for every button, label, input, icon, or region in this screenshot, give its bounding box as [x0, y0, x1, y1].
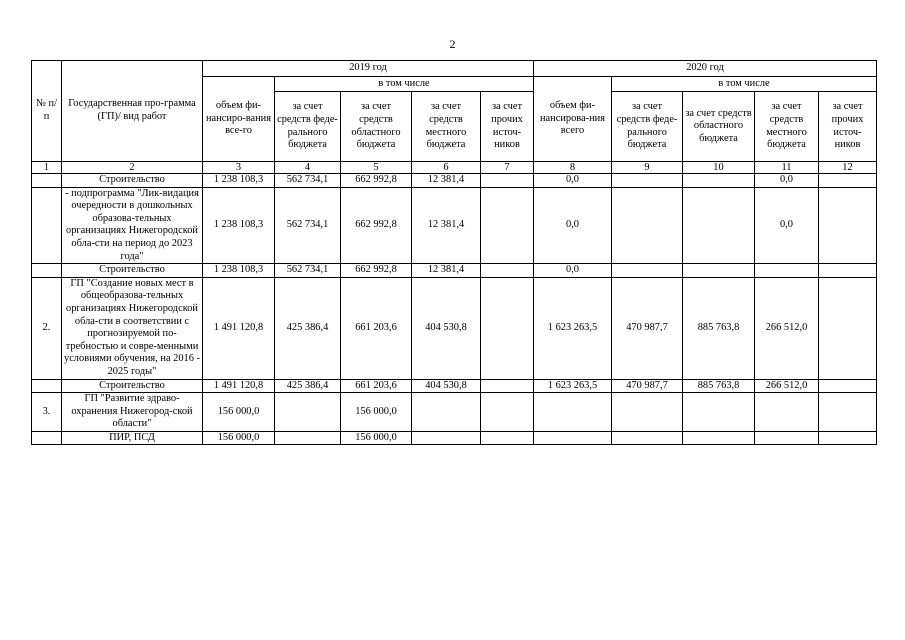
regional-2019-cell: 661 203,6 — [341, 379, 412, 393]
regional-2020-cell — [683, 174, 755, 188]
header-program: Государственная про-грамма (ГП)/ вид работ — [62, 61, 203, 162]
other-2019-cell — [481, 187, 534, 264]
federal-2020-cell — [612, 187, 683, 264]
federal-2020-cell: 470 987,7 — [612, 379, 683, 393]
other-2020-cell — [819, 379, 877, 393]
table-row — [32, 277, 877, 379]
budget-table — [31, 60, 877, 445]
local-2020-cell: 0,0 — [755, 174, 819, 188]
federal-2019-cell: 562 734,1 — [275, 187, 341, 264]
regional-2020-cell — [683, 393, 755, 432]
table-row — [32, 187, 877, 264]
local-2020-cell: 266 512,0 — [755, 379, 819, 393]
program-name-cell: Строительство — [62, 264, 203, 278]
header-including-2019: в том числе — [275, 77, 534, 92]
local-2020-cell — [755, 264, 819, 278]
header-no: № п/п — [32, 61, 62, 162]
program-name-cell: Строительство — [62, 174, 203, 188]
federal-2019-cell: 425 386,4 — [275, 277, 341, 379]
column-number: 2 — [62, 162, 203, 174]
other-2020-cell — [819, 431, 877, 445]
column-number: 3 — [203, 162, 275, 174]
local-2020-cell: 266 512,0 — [755, 277, 819, 379]
federal-2019-cell — [275, 431, 341, 445]
local-2020-cell — [755, 431, 819, 445]
program-name-cell: ПИР, ПСД — [62, 431, 203, 445]
local-2019-cell: 12 381,4 — [412, 187, 481, 264]
other-2020-cell — [819, 187, 877, 264]
header-local-2020: за счет средств местного бюджета — [755, 92, 819, 162]
row-number-cell — [32, 264, 62, 278]
total-2020-cell: 1 623 263,5 — [534, 277, 612, 379]
local-2019-cell — [412, 431, 481, 445]
total-2019-cell: 1 238 108,3 — [203, 187, 275, 264]
table-row — [32, 393, 877, 432]
local-2019-cell: 404 530,8 — [412, 277, 481, 379]
header-total-2019: объем фи-нансиро-вания все-го — [203, 77, 275, 162]
federal-2020-cell — [612, 174, 683, 188]
regional-2019-cell: 662 992,8 — [341, 174, 412, 188]
total-2019-cell: 1 238 108,3 — [203, 264, 275, 278]
program-name-cell: - подпрограмма "Лик-видация очередности в дошкольных образова-тельных организациях Нижегородской обла-сти на период до 2023 года" — [62, 187, 203, 264]
regional-2020-cell — [683, 431, 755, 445]
program-name-cell: Строительство — [62, 379, 203, 393]
federal-2020-cell — [612, 264, 683, 278]
other-2019-cell — [481, 379, 534, 393]
header-total-2020: объем фи-нансирова-ния всего — [534, 77, 612, 162]
row-number-cell — [32, 187, 62, 264]
local-2019-cell: 12 381,4 — [412, 264, 481, 278]
table-row — [32, 174, 877, 188]
federal-2020-cell: 470 987,7 — [612, 277, 683, 379]
page-number: 2 — [449, 37, 456, 51]
header-year-2020: 2020 год — [534, 61, 877, 77]
other-2019-cell — [481, 264, 534, 278]
local-2019-cell: 12 381,4 — [412, 174, 481, 188]
header-year-2019: 2019 год — [203, 61, 534, 77]
header-regional-2020: за счет средств областного бюджета — [683, 92, 755, 162]
other-2019-cell — [481, 431, 534, 445]
program-name-cell: ГП "Развитие здраво-охранения Нижегород-ской области" — [62, 393, 203, 432]
local-2019-cell — [412, 393, 481, 432]
header-regional-2019: за счет средств областного бюджета — [341, 92, 412, 162]
row-number-cell: 2. — [32, 277, 62, 379]
column-number: 11 — [755, 162, 819, 174]
column-number: 1 — [32, 162, 62, 174]
regional-2019-cell: 662 992,8 — [341, 264, 412, 278]
other-2020-cell — [819, 264, 877, 278]
row-number-cell — [32, 431, 62, 445]
row-number-cell — [32, 174, 62, 188]
total-2019-cell: 156 000,0 — [203, 431, 275, 445]
column-number: 8 — [534, 162, 612, 174]
total-2020-cell: 0,0 — [534, 264, 612, 278]
other-2020-cell — [819, 277, 877, 379]
total-2020-cell — [534, 431, 612, 445]
table-row — [32, 431, 877, 445]
column-number: 7 — [481, 162, 534, 174]
regional-2019-cell: 156 000,0 — [341, 431, 412, 445]
column-number: 4 — [275, 162, 341, 174]
column-number: 12 — [819, 162, 877, 174]
federal-2020-cell — [612, 393, 683, 432]
other-2019-cell — [481, 174, 534, 188]
total-2019-cell: 1 491 120,8 — [203, 277, 275, 379]
column-number: 6 — [412, 162, 481, 174]
other-2020-cell — [819, 393, 877, 432]
federal-2019-cell — [275, 393, 341, 432]
table-row — [32, 264, 877, 278]
table-body — [32, 174, 877, 445]
local-2019-cell: 404 530,8 — [412, 379, 481, 393]
other-2020-cell — [819, 174, 877, 188]
column-number: 5 — [341, 162, 412, 174]
regional-2020-cell — [683, 264, 755, 278]
federal-2019-cell: 562 734,1 — [275, 264, 341, 278]
header-other-2019: за счет прочих источ-ников — [481, 92, 534, 162]
total-2020-cell: 1 623 263,5 — [534, 379, 612, 393]
federal-2019-cell: 425 386,4 — [275, 379, 341, 393]
table-row — [32, 379, 877, 393]
local-2020-cell — [755, 393, 819, 432]
total-2019-cell: 1 491 120,8 — [203, 379, 275, 393]
federal-2019-cell: 562 734,1 — [275, 174, 341, 188]
regional-2020-cell: 885 763,8 — [683, 277, 755, 379]
header-federal-2020: за счет средств феде-рального бюджета — [612, 92, 683, 162]
total-2020-cell: 0,0 — [534, 187, 612, 264]
column-number: 9 — [612, 162, 683, 174]
header-local-2019: за счет средств местного бюджета — [412, 92, 481, 162]
regional-2019-cell: 661 203,6 — [341, 277, 412, 379]
header-including-2020: в том числе — [612, 77, 877, 92]
regional-2019-cell: 156 000,0 — [341, 393, 412, 432]
program-name-cell: ГП "Создание новых мест в общеобразова-тельных организациях Нижегородской обла-сти в соответствии с прогнозируемой по-требностью и совре-менными условиями обучения, на 2016 - 2025 годы" — [62, 277, 203, 379]
other-2019-cell — [481, 277, 534, 379]
other-2019-cell — [481, 393, 534, 432]
row-number-cell: 3. — [32, 393, 62, 432]
regional-2019-cell: 662 992,8 — [341, 187, 412, 264]
row-number-cell — [32, 379, 62, 393]
header-federal-2019: за счет средств феде-рального бюджета — [275, 92, 341, 162]
column-number: 10 — [683, 162, 755, 174]
total-2019-cell: 156 000,0 — [203, 393, 275, 432]
regional-2020-cell: 885 763,8 — [683, 379, 755, 393]
local-2020-cell: 0,0 — [755, 187, 819, 264]
total-2019-cell: 1 238 108,3 — [203, 174, 275, 188]
total-2020-cell — [534, 393, 612, 432]
header-other-2020: за счет прочих источ-ников — [819, 92, 877, 162]
total-2020-cell: 0,0 — [534, 174, 612, 188]
regional-2020-cell — [683, 187, 755, 264]
federal-2020-cell — [612, 431, 683, 445]
